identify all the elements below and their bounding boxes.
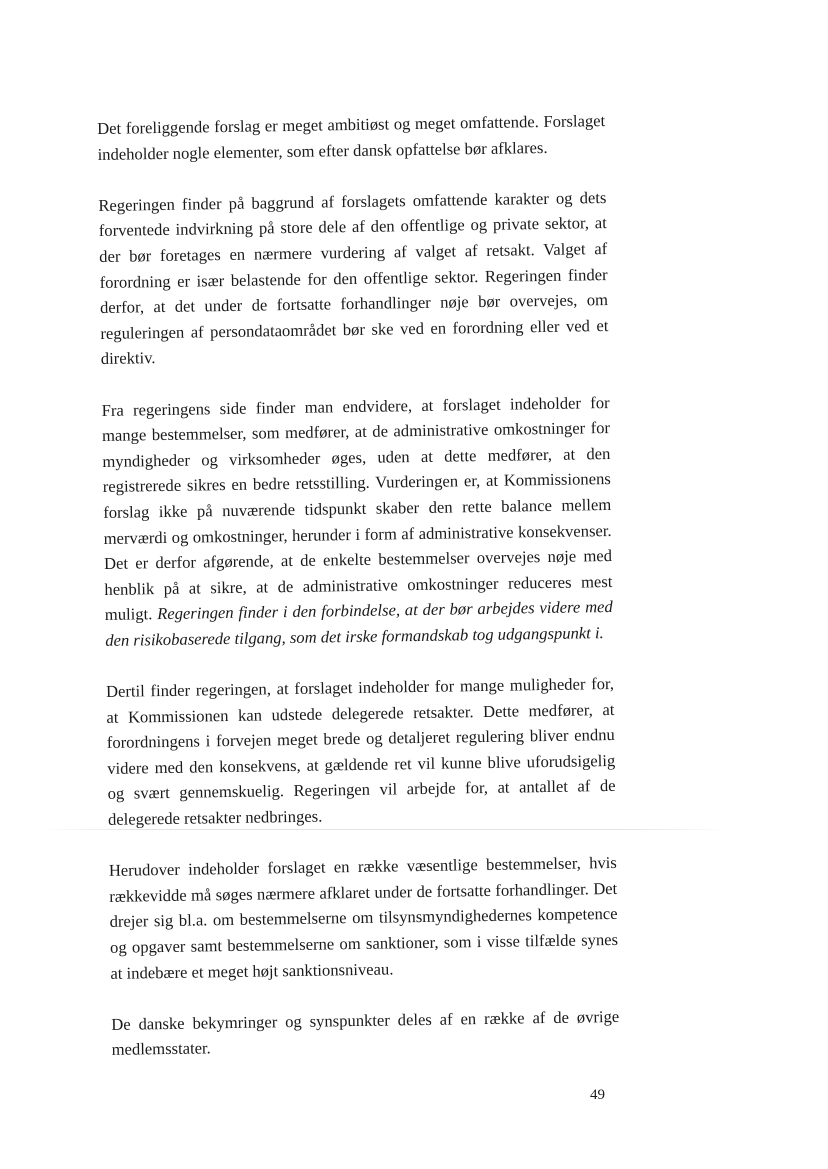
paragraph-key-provisions [109, 850, 619, 986]
body-text [97, 108, 620, 1088]
paragraph-text: Regeringen finder på baggrund af forslagets omfattende karakter og dets forventede indvirkning på store dele af den offentlige og private sektor, at der bør foretages en nærmere vurdering af valget af retsakt. Valget af forordning er især belastende for den offentlige sektor. Regeringen finder derfor, at det under de fortsatte forhandlinger nøje bør overvejes, om reguleringen af persondataområdet bør ske ved en forordning eller ved et direktiv. [98, 187, 609, 369]
paragraph-text: Fra regeringens side finder man endvidere, at forslaget indeholder for mange bestemmelser, som medfører, at de administrative omkostninger for myndigheder og virksomheder øges, uden at dette medfører, at den registrerede sikres en bedre retsstilling. Vurderingen er, at Kommissionens forslag ikke på nuværende tidspunkt skaber den rette balance mellem merværdi og omkostninger, herunder i form af administrative konsekvenser. Det er derfor afgørende, at de enkelte bestemmelser overvejes nøje med henblik på at sikre, at de administrative omkostninger reduceres mest muligt. [101, 392, 613, 625]
page-number: 49 [590, 1087, 605, 1103]
paragraph-administrative-costs [101, 390, 613, 654]
paragraph-italic-text: Regeringen finder i den forbindelse, at der bør arbejdes videre med den risikobaserede tilgang, som det irske formandskab tog udgangspunkt i. [105, 597, 613, 650]
paragraph-member-states [111, 1004, 620, 1063]
paragraph-intro [97, 108, 606, 167]
paragraph-text: De danske bekymringer og synspunkter deles af en række af de øvrige medlemsstater. [111, 1006, 620, 1060]
paragraph-text: Herudover indeholder forslaget en række væsentlige bestemmelser, hvis rækkevidde må søges nærmere afklaret under de fortsatte forhandlinger. Det drejer sig bl.a. om bestemmelserne om tilsynsmyndighedernes kompetence og opgaver samt bestemmelserne om sanktioner, som i visse tilfælde synes at indebære et meget højt sanktionsniveau. [108, 853, 619, 983]
paragraph-legal-act-choice [98, 185, 609, 372]
paragraph-delegated-acts [106, 671, 616, 833]
paragraph-text: Dertil finder regeringen, at forslaget indeholder for mange muligheder for, at Kommissionen kan udstede delegerede retsakter. Dette medfører, at forordningens i forvejen meget brede og detaljeret regulering bliver endnu videre med den konsekvens, at gældende ret vil kunne blive uforudsigelig og svært gennemskuelig. Regeringen vil arbejde for, at antallet af de delegerede retsakter nedbringes. [105, 674, 616, 829]
paragraph-text: Det foreliggende forslag er meget ambitiøst og meget omfattende. Forslaget indeholder nogle elementer, som efter dansk opfattelse bør afklares. [97, 111, 606, 164]
